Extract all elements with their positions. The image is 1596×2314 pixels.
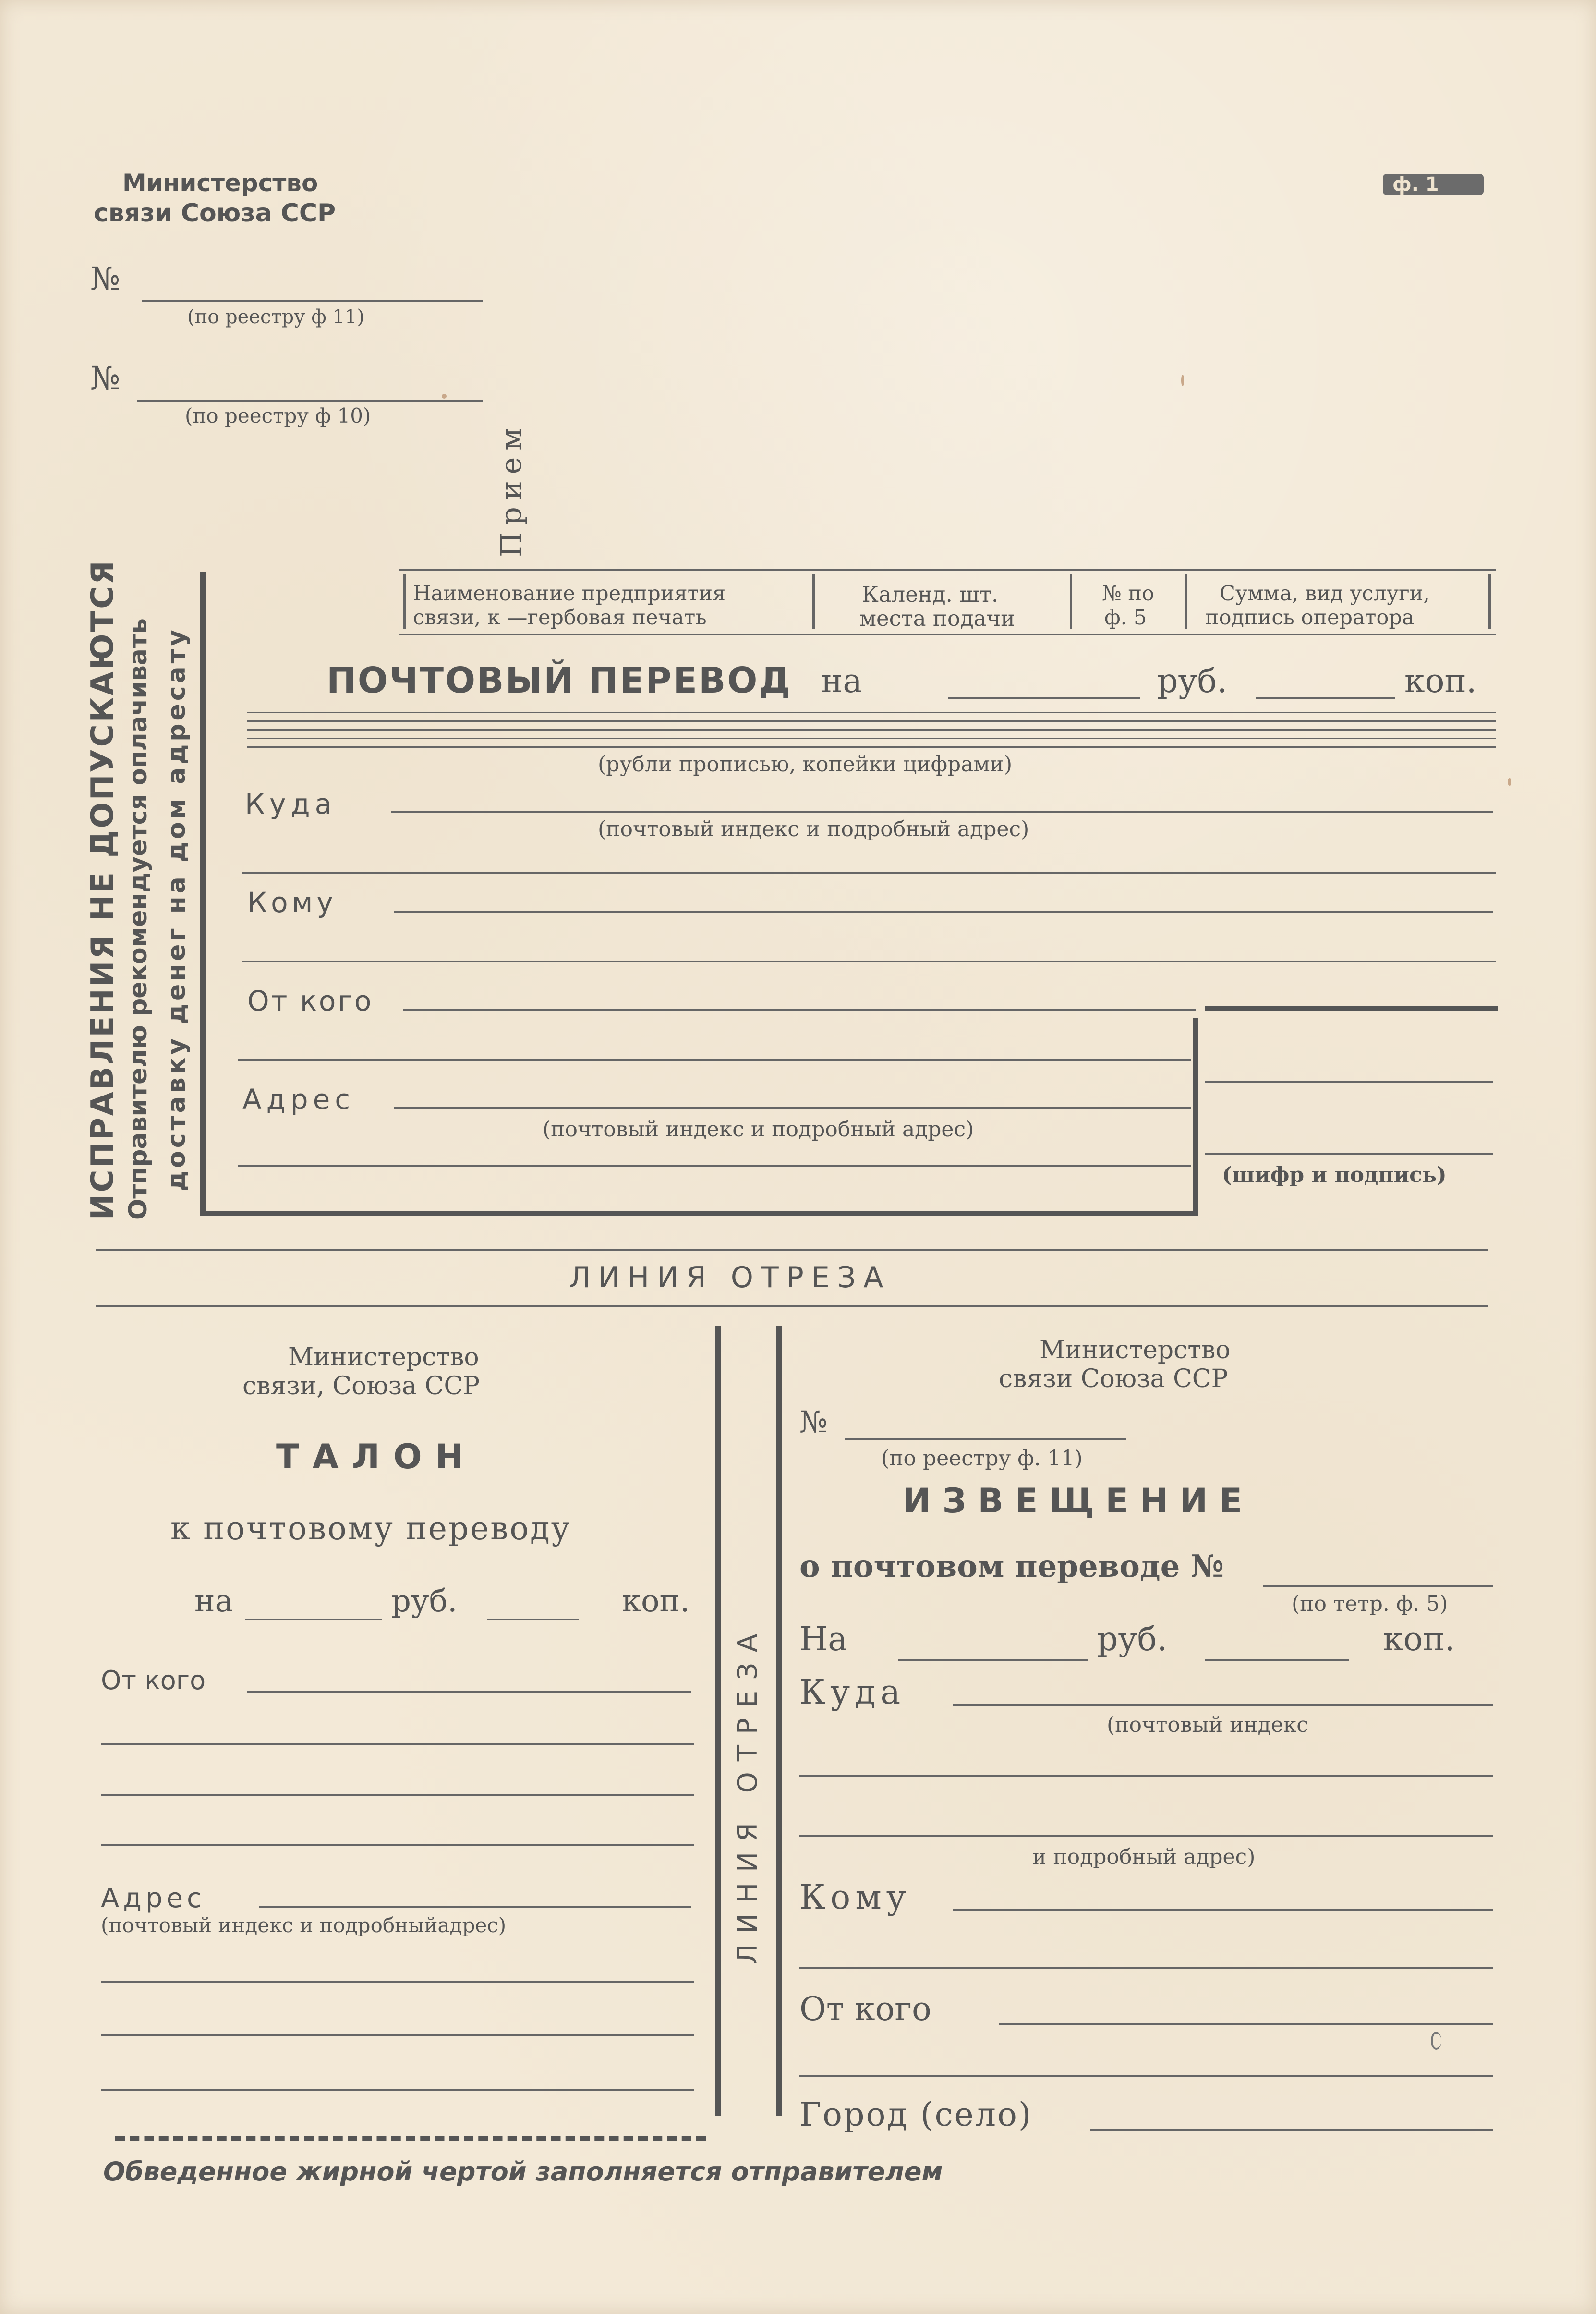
transfer-addr-field[interactable]: [394, 1107, 1191, 1109]
stamp-cell3-line1: № по: [1102, 582, 1154, 606]
notice-city-field[interactable]: [1090, 2129, 1493, 2131]
transfer-rub: руб.: [1157, 662, 1228, 700]
cut-line-label: ЛИНИЯ ОТРЕЗА: [569, 1261, 891, 1294]
amount-line-5[interactable]: [247, 746, 1496, 748]
talon-addr-field-2[interactable]: [101, 1981, 694, 1983]
stamp-row-bottom: [399, 634, 1496, 635]
paper-speck: [1181, 375, 1184, 386]
stamp-row-div-4: [1488, 574, 1491, 629]
notice-whom-field[interactable]: [953, 1909, 1493, 1911]
notice-registry-hint: (по реестру ф. 11): [881, 1446, 1083, 1471]
talon-kop-field[interactable]: [487, 1619, 579, 1620]
notice-to-field-3[interactable]: [799, 1835, 1493, 1837]
notice-na: На: [799, 1620, 847, 1658]
talon-from-label: От кого: [101, 1665, 206, 1695]
talon-addr-label: Адрес: [101, 1883, 206, 1914]
amount-hint: (рубли прописью, копейки цифрами): [598, 752, 1013, 777]
notice-ministry-line2: связи Союза ССР: [999, 1364, 1228, 1393]
amount-line-4[interactable]: [247, 738, 1496, 739]
talon-subtitle: к почтовому переводу: [170, 1510, 571, 1547]
sender-border-left: [200, 572, 206, 1215]
notice-from-field-2[interactable]: [799, 2075, 1493, 2077]
notice-index-hint: (почтовый индекс: [1107, 1713, 1308, 1737]
notice-tetr-hint: (по тетр. ф. 5): [1292, 1592, 1448, 1616]
notice-ministry-line1: Министерство: [1040, 1336, 1231, 1364]
notice-to-field-2[interactable]: [799, 1775, 1493, 1777]
notice-subtitle: о почтовом переводе №: [799, 1548, 1224, 1584]
stamp-row-div-1: [812, 574, 815, 629]
cut-line-vertical: ЛИНИЯ ОТРЕЗА: [732, 1623, 763, 1964]
ministry-line2: связи Союза ССР: [94, 199, 336, 228]
transfer-whom-field-2[interactable]: [242, 961, 1496, 962]
cut-strip-left: [715, 1326, 721, 2116]
paper-speck: [442, 394, 447, 399]
transfer-addr-hint: (почтовый индекс и подробный адрес): [543, 1117, 974, 1142]
side-note-line2: Отправителю рекомендуется оплачивать: [124, 618, 153, 1220]
cipher-field-1[interactable]: [1205, 1081, 1493, 1083]
pen-mark: [1431, 2032, 1441, 2050]
stamp-cell1-line2: связи, к —гербовая печать: [413, 606, 707, 630]
notice-whom-label: Кому: [799, 1877, 911, 1917]
registry-11-line[interactable]: [142, 300, 483, 302]
stamp-cell2-line1: Календ. шт.: [862, 582, 999, 607]
notice-to-label: Куда: [799, 1672, 906, 1712]
ministry-line1: Министерство: [122, 169, 318, 197]
notice-kop-field[interactable]: [1205, 1659, 1349, 1661]
stamp-cell4-line2: подпись оператора: [1205, 606, 1415, 630]
talon-na: на: [194, 1583, 233, 1619]
notice-number-sign: №: [799, 1404, 828, 1439]
form-code-stamp: [1383, 174, 1484, 195]
transfer-whom-field[interactable]: [394, 911, 1493, 913]
cipher-box-top: [1205, 1006, 1498, 1011]
talon-addr-field-3[interactable]: [101, 2034, 694, 2036]
talon-ministry-line1: Министерство: [288, 1343, 479, 1372]
notice-rub: руб.: [1097, 1620, 1168, 1658]
talon-addr-field-4[interactable]: [101, 2089, 694, 2091]
stamp-cell4-line1: Сумма, вид услуги,: [1220, 582, 1430, 606]
talon-from-field-4[interactable]: [101, 1844, 694, 1846]
notice-from-field[interactable]: [999, 2023, 1493, 2025]
transfer-from-label: От кого: [247, 985, 374, 1017]
cut-line-bottom: [96, 1305, 1488, 1307]
registry-11-hint: (по реестру ф 11): [187, 306, 364, 328]
sender-border-bottom: [200, 1211, 1198, 1216]
side-note-line1: ИСПРАВЛЕНИЯ НЕ ДОПУСКАЮТСЯ: [85, 559, 121, 1220]
talon-ministry-line2: связи, Союза ССР: [242, 1372, 480, 1401]
transfer-from-field-2[interactable]: [238, 1059, 1191, 1061]
notice-city-label: Город (село): [799, 2096, 1033, 2134]
paper-speck: [1508, 778, 1511, 786]
transfer-na: на: [821, 662, 862, 700]
talon-from-field-3[interactable]: [101, 1794, 694, 1796]
talon-from-field[interactable]: [247, 1691, 691, 1693]
talon-rub-field[interactable]: [245, 1619, 382, 1620]
talon-from-field-2[interactable]: [101, 1743, 694, 1745]
transfer-title: ПОЧТОВЫЙ ПЕРЕВОД: [326, 660, 792, 701]
amount-line-2[interactable]: [247, 720, 1496, 722]
notice-detail-hint: и подробный адрес): [1032, 1845, 1256, 1869]
amount-line-3[interactable]: [247, 729, 1496, 731]
transfer-to-label: Куда: [245, 788, 337, 820]
transfer-kop-field[interactable]: [1256, 697, 1395, 699]
transfer-kop: коп.: [1404, 662, 1477, 700]
stamp-row-div-2: [1070, 574, 1072, 629]
notice-kop: коп.: [1383, 1620, 1455, 1658]
stamp-cell1-line1: Наименование предприятия: [413, 582, 726, 606]
transfer-to-field[interactable]: [391, 811, 1493, 813]
transfer-address-hint: (почтовый индекс и подробный адрес): [598, 817, 1029, 841]
number-sign-2: №: [90, 360, 121, 397]
stamp-row-top: [399, 569, 1496, 571]
transfer-addr-label: Адрес: [242, 1083, 355, 1116]
notice-registry-field[interactable]: [845, 1438, 1126, 1440]
transfer-whom-label: Кому: [247, 886, 337, 919]
footer-note: Обведенное жирной чертой заполняется отправителем: [103, 2156, 943, 2187]
talon-title: ТАЛОН: [276, 1437, 477, 1476]
stamp-cell2-line2: места подачи: [859, 606, 1016, 631]
stamp-row-div-0: [403, 574, 406, 629]
talon-addr-field[interactable]: [259, 1906, 691, 1908]
transfer-addr-field-2[interactable]: [238, 1165, 1191, 1167]
talon-addr-hint: (почтовый индекс и подробныйадрес): [101, 1913, 507, 1937]
cut-line-top: [96, 1249, 1488, 1251]
number-sign-1: №: [90, 260, 121, 297]
sender-border-right: [1193, 1018, 1198, 1216]
notice-number-field[interactable]: [1263, 1585, 1493, 1587]
form-code: ф. 1: [1392, 173, 1439, 195]
notice-rub-field[interactable]: [898, 1659, 1088, 1661]
notice-to-field[interactable]: [953, 1704, 1493, 1706]
notice-from-label: От кого: [799, 1990, 931, 2028]
cipher-hint: (шифр и подпись): [1222, 1163, 1447, 1187]
cut-strip-right: [776, 1326, 782, 2116]
stamp-cell3-line2: ф. 5: [1104, 606, 1147, 630]
transfer-rub-field[interactable]: [948, 697, 1140, 699]
stamp-row-div-3: [1185, 574, 1187, 629]
transfer-from-field[interactable]: [403, 1009, 1196, 1011]
notice-whom-field-2[interactable]: [799, 1967, 1493, 1969]
amount-line-1[interactable]: [247, 712, 1496, 713]
talon-kop: коп.: [622, 1583, 690, 1619]
notice-title: ИЗВЕЩЕНИЕ: [903, 1481, 1254, 1521]
registry-10-line[interactable]: [137, 400, 483, 402]
registry-10-hint: (по реестру ф 10): [185, 404, 371, 427]
talon-rub: руб.: [391, 1583, 458, 1619]
transfer-to-field-2[interactable]: [242, 872, 1496, 874]
footer-bold-line: [115, 2136, 706, 2141]
reception-vertical: Прием: [495, 421, 528, 557]
cipher-field-2[interactable]: [1205, 1153, 1493, 1155]
side-note-line3: доставку денег на дом адресату: [162, 627, 191, 1191]
